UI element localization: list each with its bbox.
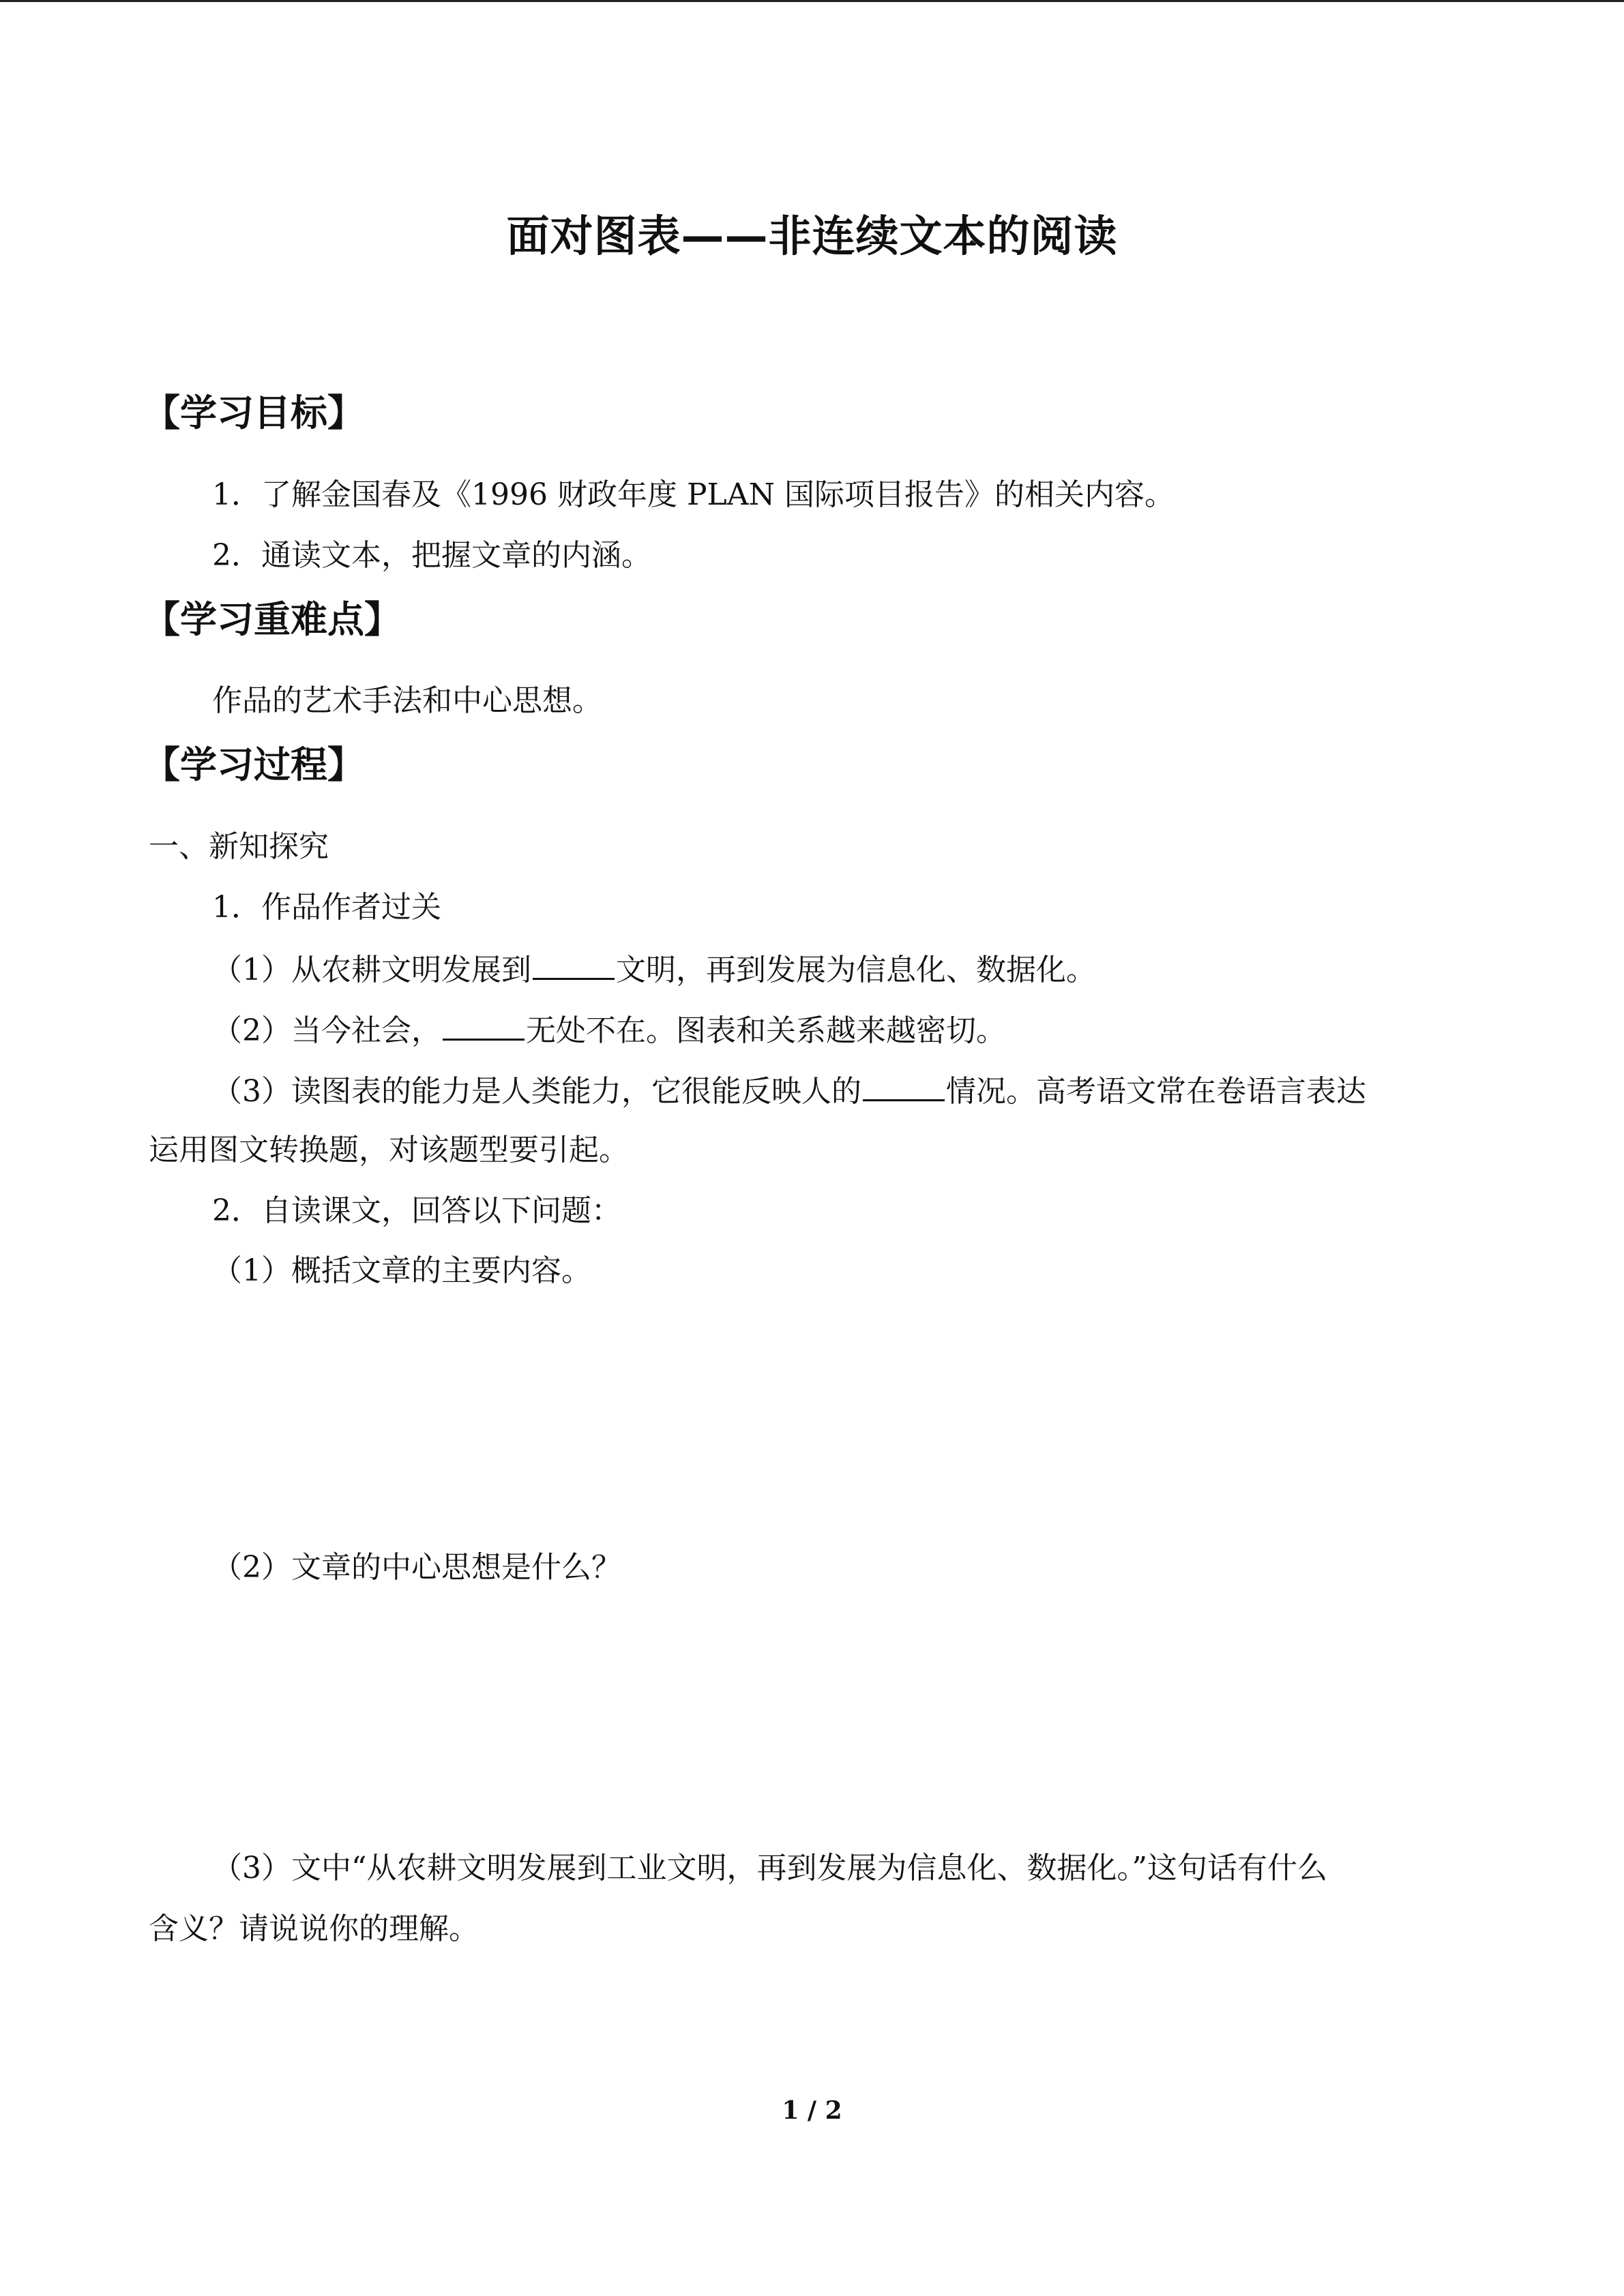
question-2-3-line-2: 含义？请说说你的理解。 — [149, 1911, 479, 1946]
key-points-text: 作品的艺术手法和中心思想。 — [212, 683, 602, 718]
fill-blank-1[interactable] — [533, 948, 615, 980]
page-top-border — [0, 0, 1624, 2]
question-1-2-text-after: 无处不在。图表和关系越来越密切。 — [526, 1013, 1006, 1048]
question-2-title: 2．自读课文，回答以下问题： — [212, 1193, 621, 1228]
question-2-2: （2）文章的中心思想是什么？ — [212, 1550, 621, 1585]
question-1-3-text-before: （3）读图表的能力是人类能力，它很能反映人的 — [212, 1074, 861, 1109]
fill-blank-2[interactable] — [443, 1009, 525, 1041]
part-1-label: 一、新知探究 — [149, 829, 329, 864]
question-1-1-text-before: （1）从农耕文明发展到 — [212, 953, 531, 987]
question-1-title: 1．作品作者过关 — [212, 890, 441, 925]
heading-key-points: 【学习重难点】 — [143, 598, 401, 641]
question-2-3-line-1: （3）文中“从农耕文明发展到工业文明，再到发展为信息化、数据化。”这句话有什么 — [212, 1851, 1327, 1885]
question-1-1 — [212, 948, 1096, 991]
heading-process: 【学习过程】 — [143, 743, 364, 786]
question-1-2 — [212, 1009, 1006, 1052]
question-1-3-continuation: 运用图文转换题，对该题型要引起。 — [149, 1133, 629, 1167]
page-number: 1 / 2 — [782, 2096, 842, 2125]
question-1-3 — [212, 1069, 1366, 1112]
question-1-1-text-after: 文明，再到发展为信息化、数据化。 — [616, 953, 1096, 987]
page-title: 面对图表——非连续文本的阅读 — [506, 211, 1118, 261]
fill-blank-3[interactable] — [863, 1069, 945, 1101]
question-1-2-text-before: （2）当今社会， — [212, 1013, 441, 1048]
objective-item-1: 1．了解金国春及《1996 财政年度 PLAN 国际项目报告》的相关内容。 — [212, 477, 1175, 512]
heading-objectives: 【学习目标】 — [143, 391, 364, 434]
question-1-3-text-after: 情况。高考语文常在卷语言表达 — [946, 1074, 1366, 1109]
objective-item-2: 2．通读文本，把握文章的内涵。 — [212, 538, 651, 573]
question-2-1: （1）概括文章的主要内容。 — [212, 1253, 591, 1288]
